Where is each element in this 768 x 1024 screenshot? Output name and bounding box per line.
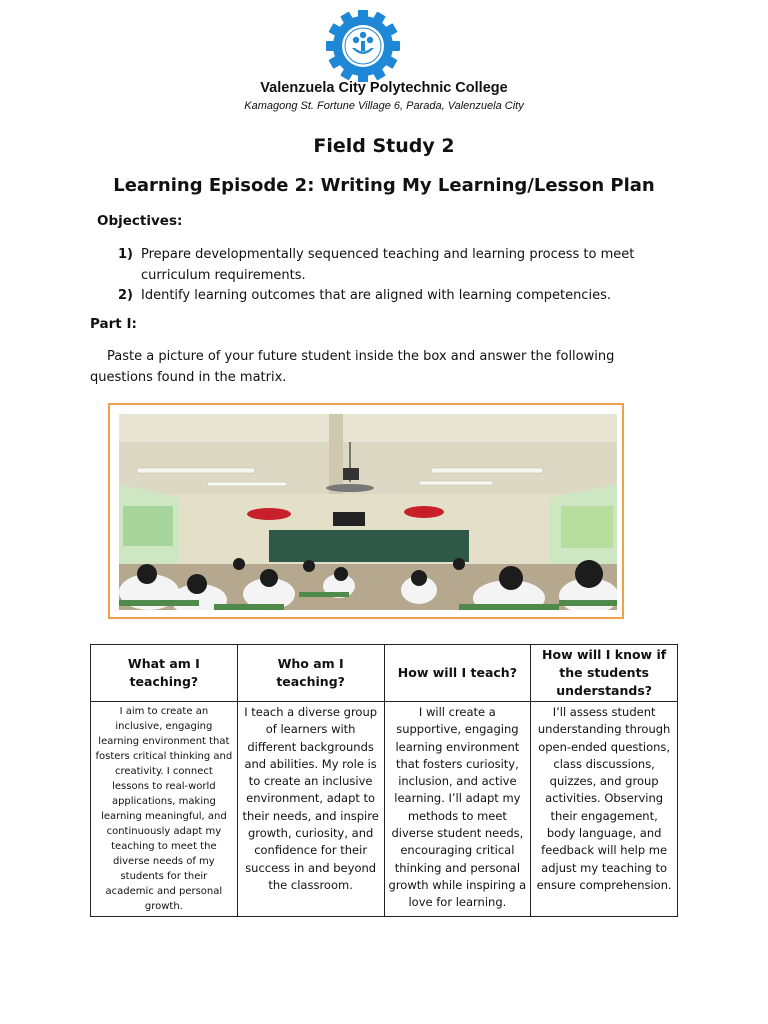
college-logo — [324, 10, 402, 82]
objective-number: 2) — [118, 288, 133, 303]
gear-seal-logo-icon — [324, 10, 402, 82]
document-title: Field Study 2 — [313, 135, 455, 157]
question-matrix — [90, 644, 678, 917]
matrix-answer-cell: I’ll assess student understanding through open-ended questions, class discussions, quizzes, and group activities. Observing their engagement, body language, and feedback will help me adjust my teaching to ensure comprehension. — [531, 702, 678, 917]
instructions-paragraph: Paste a picture of your future student inside the box and answer the following questions found in the matrix. — [90, 349, 615, 385]
part-heading: Part I: — [90, 316, 137, 332]
college-name: Valenzuela City Polytechnic College — [260, 80, 508, 96]
matrix-header-cell: How will I teach? — [384, 645, 531, 702]
matrix-header-cell: What am I teaching? — [91, 645, 238, 702]
objective-text: Identify learning outcomes that are aligned with learning competencies. — [141, 288, 611, 303]
classroom-photo-icon — [119, 414, 617, 610]
matrix-answer-cell: I aim to create an inclusive, engaging learning environment that fosters critical thinking and creativity. I connect lessons to real-world applications, making learning meaningful, and continuously adapt my teaching to meet the diverse needs of my students for their academic and personal growth. — [91, 702, 238, 917]
matrix-answer-cell: I teach a diverse group of learners with different backgrounds and abilities. My role is to create an inclusive environment, adapt to their needs, and inspire growth, curiosity, and confidence for their success in and beyond the classroom. — [237, 702, 384, 917]
objective-text: Prepare developmentally sequenced teaching and learning process to meet curriculum requirements. — [141, 247, 635, 283]
matrix-header-cell: How will I know if the students understands? — [531, 645, 678, 702]
college-address: Kamagong St. Fortune Village 6, Parada, Valenzuela City — [244, 100, 524, 112]
matrix-header-cell: Who am I teaching? — [237, 645, 384, 702]
document-subtitle: Learning Episode 2: Writing My Learning/Lesson Plan — [113, 175, 655, 196]
objectives-heading: Objectives: — [97, 213, 183, 229]
photo-box — [108, 403, 624, 619]
matrix-answer-row — [91, 702, 678, 917]
matrix-header-row — [91, 645, 678, 702]
objective-item — [118, 285, 678, 306]
objective-item — [118, 244, 678, 286]
matrix-answer-cell: I will create a supportive, engaging learning environment that fosters curiosity, inclusion, and active learning. I’ll adapt my methods to meet diverse student needs, encouraging critical thinking and personal growth while inspiring a love for learning. — [384, 702, 531, 917]
objective-number: 1) — [118, 247, 133, 262]
